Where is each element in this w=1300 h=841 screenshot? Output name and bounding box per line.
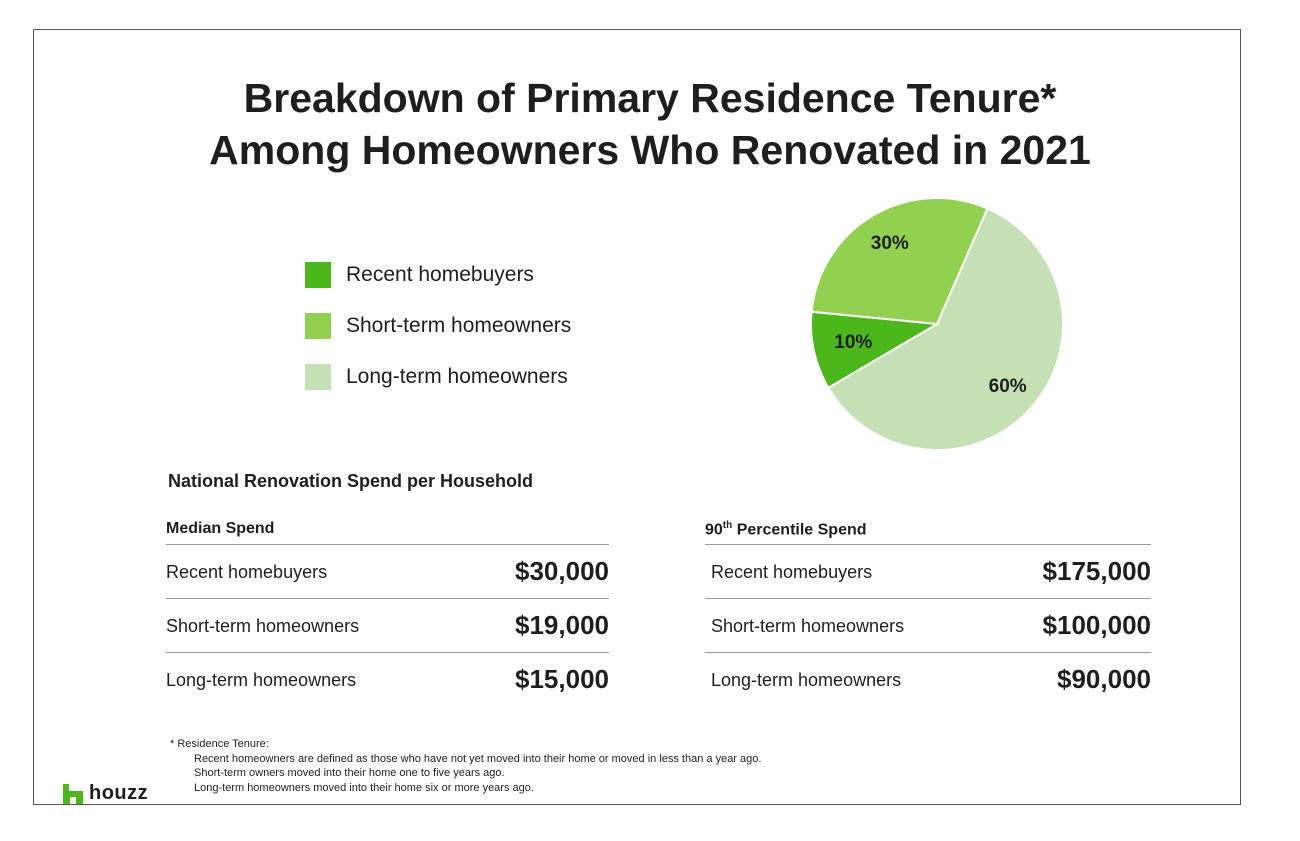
- legend-item-short-term: [305, 313, 571, 339]
- footnote-line: Long-term homeowners moved into their home six or more years ago.: [194, 781, 534, 794]
- houzz-logo-icon: [63, 784, 83, 804]
- footnote-heading: * Residence Tenure:: [170, 738, 269, 750]
- row-label: Short-term homeowners: [166, 616, 360, 636]
- row-label: Recent homebuyers: [711, 562, 873, 582]
- p90-spend-header: [705, 520, 1151, 545]
- legend-swatch: [305, 364, 331, 390]
- table-row: [705, 653, 1151, 706]
- title-line-1: Breakdown of Primary Residence Tenure*: [243, 75, 1057, 121]
- row-label: Long-term homeowners: [166, 670, 357, 690]
- p90-spend-table: [705, 520, 1151, 706]
- row-value: $30,000: [515, 556, 609, 586]
- legend-label: Recent homebuyers: [346, 263, 534, 286]
- median-spend-header: Median Spend: [166, 520, 609, 545]
- table-row: [705, 545, 1151, 599]
- houzz-logo: [63, 782, 148, 805]
- chart-legend: [305, 262, 571, 415]
- row-value: $175,000: [1042, 556, 1151, 586]
- pie-chart: [800, 190, 1080, 460]
- table-row: [166, 599, 609, 653]
- row-label: Short-term homeowners: [711, 616, 905, 636]
- legend-swatch: [305, 313, 331, 339]
- houzz-logo-text: houzz: [89, 782, 149, 804]
- footnote-line: Short-term owners moved into their home one to five years ago.: [194, 767, 505, 779]
- row-value: $15,000: [515, 664, 609, 694]
- legend-swatch: [305, 262, 331, 288]
- row-value: $100,000: [1042, 610, 1151, 640]
- page-title: [0, 72, 1300, 176]
- p90-header-text: Percentile Spend: [732, 521, 867, 539]
- title-line-2: Among Homeowners Who Renovated in 2021: [209, 127, 1091, 173]
- footnote: [170, 737, 761, 795]
- row-value: $19,000: [515, 610, 609, 640]
- legend-item-recent: [305, 262, 571, 288]
- pie-label-long-term: 60%: [988, 376, 1027, 398]
- table-row: [705, 599, 1151, 653]
- table-row: [166, 653, 609, 706]
- p90-header-superscript: th: [722, 520, 733, 531]
- footnote-line: Recent homeowners are defined as those who have not yet moved into their home or moved in less than a year ago.: [194, 752, 762, 765]
- pie-label-short-term: 30%: [870, 233, 909, 255]
- median-spend-table: [166, 520, 609, 706]
- pie-label-recent: 10%: [834, 331, 873, 353]
- row-value: $90,000: [1057, 664, 1151, 694]
- row-label: Recent homebuyers: [166, 562, 328, 582]
- spend-section-title: National Renovation Spend per Household: [168, 471, 534, 491]
- p90-header-number: 90: [705, 521, 723, 539]
- table-row: [166, 545, 609, 599]
- legend-label: Long-term homeowners: [346, 365, 568, 388]
- row-label: Long-term homeowners: [711, 670, 902, 690]
- legend-label: Short-term homeowners: [346, 314, 572, 337]
- legend-item-long-term: [305, 364, 571, 390]
